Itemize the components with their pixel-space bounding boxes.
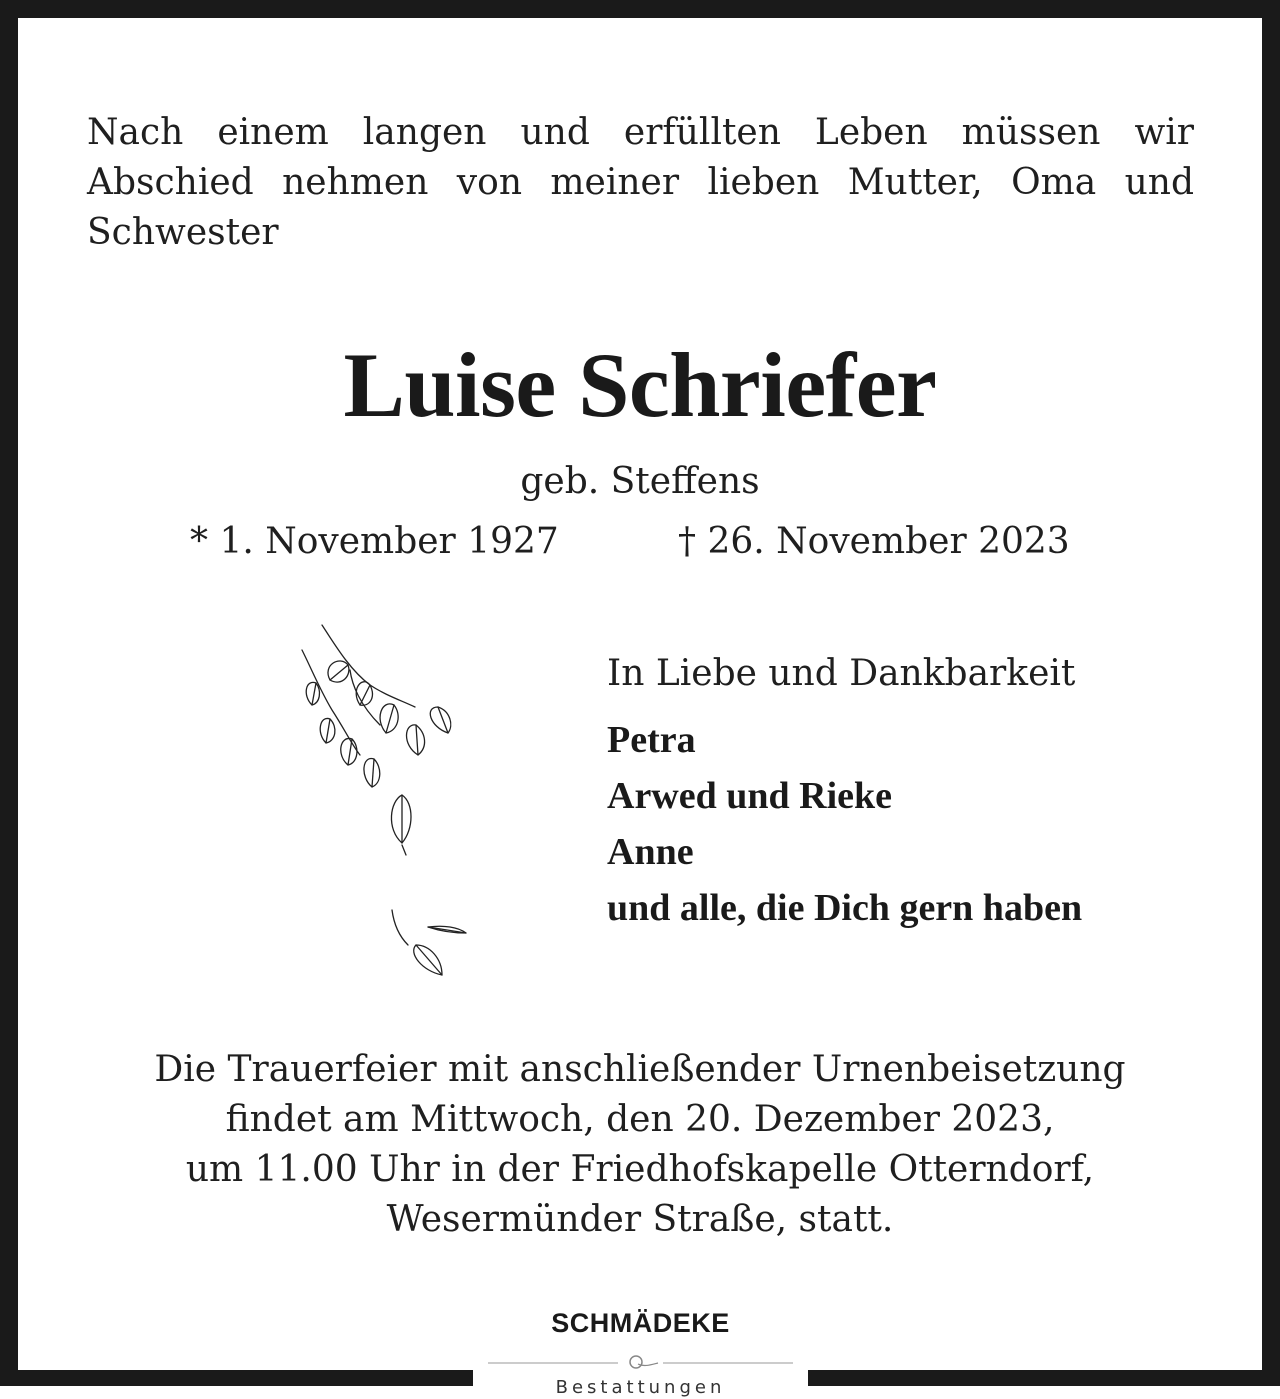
undertaker-subtitle: Bestattungen (555, 1377, 726, 1398)
mourner-name: Arwed und Rieke (607, 775, 893, 817)
logo-divider-icon (488, 1355, 793, 1371)
maiden-name: geb. Steffens (520, 461, 760, 502)
birth-date: * 1. November 1927 (190, 521, 559, 562)
falling-leaves-icon (290, 615, 490, 985)
service-line: findet am Mittwoch, den 20. Dezember 2023, (225, 1099, 1055, 1140)
undertaker-brand: SCHMÄDEKE (551, 1308, 730, 1338)
deceased-name: Luise Schriefer (343, 334, 937, 436)
frame-top-border (0, 0, 1280, 18)
service-announcement (0, 1045, 1280, 1245)
service-line: um 11.00 Uhr in der Friedhofskapelle Otterndorf, (185, 1149, 1095, 1190)
intro-text: Nach einem langen und erfüllten Leben müssen wir Abschied nehmen von meiner lieben Mutter, Oma und Schwester (87, 112, 1194, 253)
mourner-name: Petra (607, 719, 696, 761)
mourner-name: und alle, die Dich gern haben (607, 887, 1083, 929)
frame-bottom-border-left (0, 1370, 473, 1386)
mourners-block (607, 650, 1227, 936)
service-line: Die Trauerfeier mit anschließender Urnenbeisetzung (154, 1049, 1126, 1090)
service-line: Wesermünder Straße, statt. (386, 1199, 894, 1240)
frame-bottom-border-right (808, 1370, 1280, 1386)
undertaker-logo (488, 1305, 793, 1399)
mourners-tagline: In Liebe und Dankbarkeit (607, 653, 1076, 694)
death-date: † 26. November 2023 (678, 521, 1070, 562)
mourner-name: Anne (607, 831, 694, 873)
